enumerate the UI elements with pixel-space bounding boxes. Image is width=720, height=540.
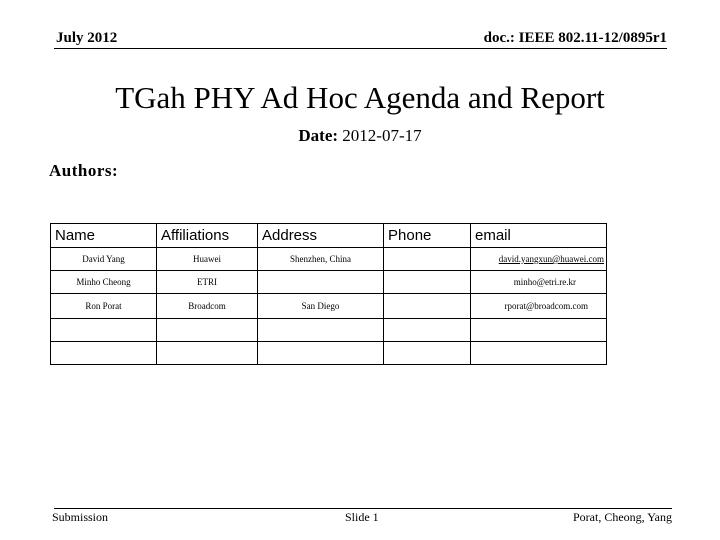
author-email: minho@etri.re.kr [471,271,607,294]
author-phone [384,248,471,271]
author-phone [384,342,471,365]
header-divider [54,48,667,49]
author-name: Minho Cheong [51,271,157,294]
author-phone [384,319,471,342]
author-name [51,319,157,342]
author-phone [384,271,471,294]
author-address: Shenzhen, China [258,248,384,271]
author-name [51,342,157,365]
author-email [471,319,607,342]
author-name: David Yang [51,248,157,271]
author-affiliation: Broadcom [157,294,258,319]
table-row [51,319,607,342]
col-header-affiliations: Affiliations [157,224,258,248]
footer-slide-number: Slide 1 [345,510,379,524]
author-address [258,319,384,342]
table-row [51,342,607,365]
col-header-phone: Phone [384,224,471,248]
author-email [471,342,607,365]
author-affiliation [157,319,258,342]
date-line [0,126,720,146]
table-row [51,271,607,294]
footer-authors: Porat, Cheong, Yang [572,510,672,524]
table-header-row [51,224,607,248]
authors-label: Authors: [49,161,119,180]
col-header-name: Name [51,224,157,248]
author-phone [384,294,471,319]
author-email-link[interactable]: david.yangxun@huawei.com [471,248,607,271]
date-label: Date: [298,126,339,145]
author-email: rporat@broadcom.com [471,294,607,319]
author-name: Ron Porat [51,294,157,319]
header-date: July 2012 [56,30,118,46]
author-affiliation: ETRI [157,271,258,294]
author-affiliation: Huawei [157,248,258,271]
table-row [51,294,607,319]
col-header-address: Address [258,224,384,248]
author-affiliation [157,342,258,365]
header-doc-id: doc.: IEEE 802.11-12/0895r1 [483,30,667,46]
author-address [258,271,384,294]
date-value: 2012-07-17 [342,126,422,145]
footer-divider [54,508,672,509]
authors-table [50,223,607,365]
slide-title: TGah PHY Ad Hoc Agenda and Report [115,80,605,115]
col-header-email: email [471,224,607,248]
author-address: San Diego [258,294,384,319]
author-address [258,342,384,365]
footer-submission: Submission [52,510,109,524]
table-row [51,248,607,271]
